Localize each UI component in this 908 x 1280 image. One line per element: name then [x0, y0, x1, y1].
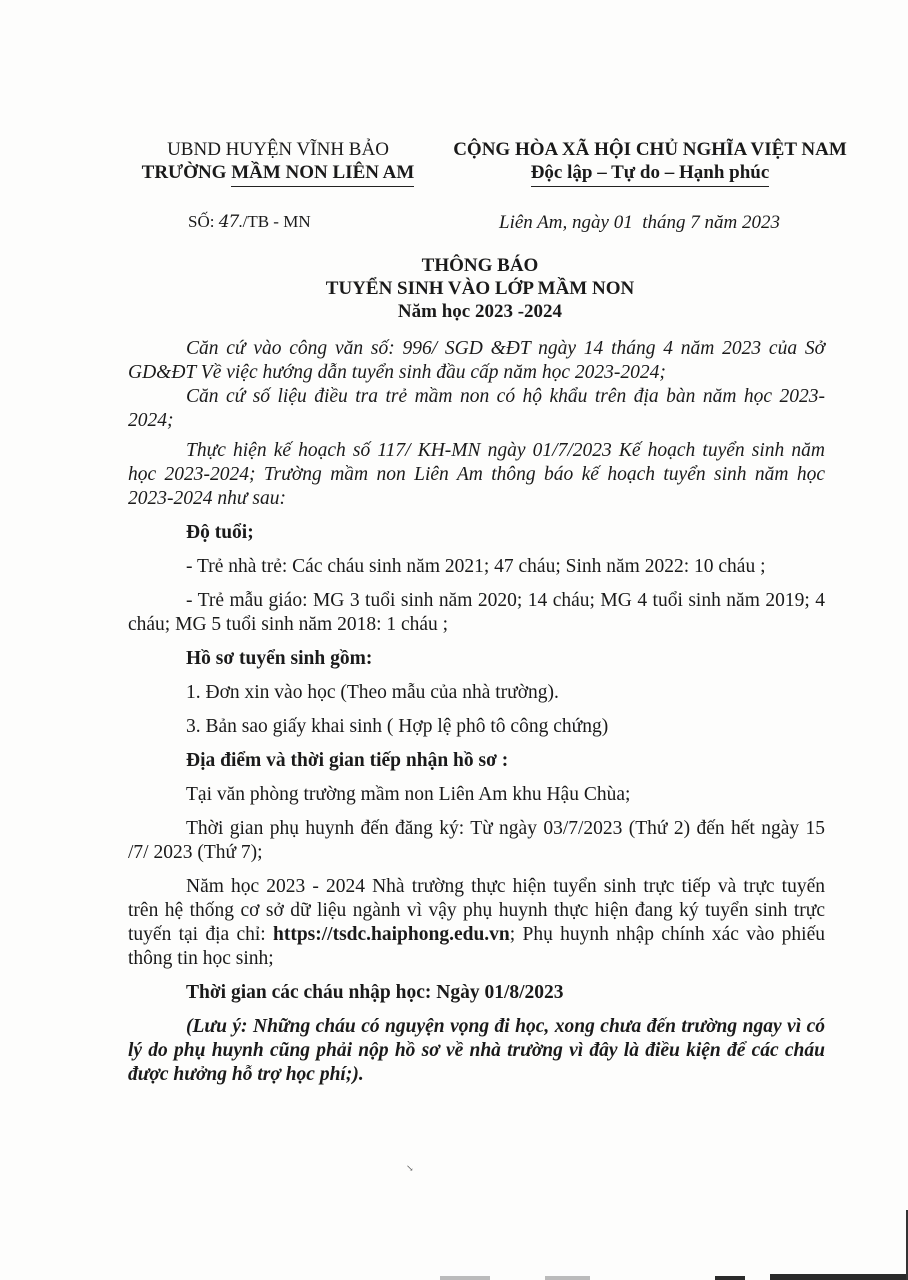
- issuing-authority: [128, 138, 428, 184]
- age-heading: Độ tuổi;: [186, 522, 254, 543]
- age-item: - Trẻ nhà trẻ: Các cháu sinh năm 2021; 47 cháu; Sinh năm 2022: 10 cháu ;: [186, 556, 766, 577]
- document-title: [180, 254, 780, 323]
- documents-heading: Hồ sơ tuyển sinh gồm:: [186, 648, 373, 669]
- note-paragraph: (Lưu ý: Những cháu có nguyện vọng đi học, xong chưa đến trường ngay vì có lý do phụ huynh cũng phải nộp hồ sơ về nhà trường vì đây là điều kiện để các cháu được hưởng hỗ trợ học phí;).: [128, 1016, 825, 1085]
- handwritten-number: 47: [218, 212, 239, 232]
- national-motto: [440, 138, 860, 184]
- district-committee: UBND HUYỆN VĨNH BẢO: [167, 139, 389, 160]
- online-registration-paragraph: Năm học 2023 - 2024 Nhà trường thực hiện tuyển sinh trực tiếp và trực tuyến trên hệ thống cơ sở dữ liệu ngành vì vậy phụ huynh thực hiện đang ký tuyển sinh trực tuyến tại địa chỉ: https://tsdc.haiphong.edu.vn; Phụ huynh nhập chính xác vào phiếu thông tin học sinh;: [128, 876, 825, 969]
- document-number: SỐ: 47./TB - MN: [188, 212, 311, 232]
- preamble-paragraph: Thực hiện kế hoạch số 117/ KH-MN ngày 01/7/2023 Kế hoạch tuyển sinh năm học 2023-2024; Trường mầm non Liên Am thông báo kế hoạch tuyển sinh năm học 2023-2024 như sau:: [128, 440, 825, 509]
- country-name: CỘNG HÒA XÃ HỘI CHỦ NGHĨA VIỆT NAM: [453, 139, 847, 160]
- document-date: Liên Am, ngày 01 tháng 7 năm 2023: [499, 212, 780, 233]
- documents-item: 1. Đơn xin vào học (Theo mẫu của nhà trường).: [186, 682, 559, 703]
- motto: Độc lập – Tự do – Hạnh phúc: [440, 161, 860, 184]
- location-place: Tại văn phòng trường mầm non Liên Am khu Hậu Chùa;: [186, 784, 631, 805]
- start-date: Thời gian các cháu nhập học: Ngày 01/8/2023: [186, 982, 564, 1003]
- documents-item: 3. Bản sao giấy khai sinh ( Hợp lệ phô tô công chứng): [186, 716, 609, 737]
- scan-edge-bottom: [440, 1276, 490, 1280]
- registration-url: https://tsdc.haiphong.edu.vn: [272, 924, 510, 945]
- preamble-paragraph: Căn cứ số liệu điều tra trẻ mầm non có hộ khẩu trên địa bàn năm học 2023- 2024;: [128, 386, 825, 431]
- scan-edge-bottom: [715, 1276, 745, 1280]
- age-item: - Trẻ mẫu giáo: MG 3 tuổi sinh năm 2020; 14 cháu; MG 4 tuổi sinh năm 2019; 4 cháu; MG 5 tuổi sinh năm 2018: 1 cháu ;: [128, 590, 825, 635]
- title-line-3: Năm học 2023 -2024: [397, 301, 563, 322]
- document-body: [128, 337, 825, 1087]
- location-heading: Địa điểm và thời gian tiếp nhận hồ sơ :: [186, 750, 509, 771]
- title-line-1: THÔNG BÁO: [421, 255, 539, 276]
- scan-edge-bottom: [770, 1274, 908, 1280]
- scan-edge-bottom: [545, 1276, 590, 1280]
- school-name: TRƯỜNG MẦM NON LIÊN AM: [128, 161, 428, 184]
- title-line-2: TUYỂN SINH VÀO LỚP MẦM NON: [325, 278, 635, 299]
- preamble-paragraph: Căn cứ vào công văn số: 996/ SGD &ĐT ngày 14 tháng 4 năm 2023 của Sở GD&ĐT Về việc hướng dẫn tuyển sinh đầu cấp năm học 2023-2024;: [128, 338, 825, 383]
- scan-speck: ↘: [406, 1163, 414, 1173]
- registration-time: Thời gian phụ huynh đến đăng ký: Từ ngày 03/7/2023 (Thứ 2) đến hết ngày 15 /7/ 2023 (Thứ 7);: [128, 818, 825, 863]
